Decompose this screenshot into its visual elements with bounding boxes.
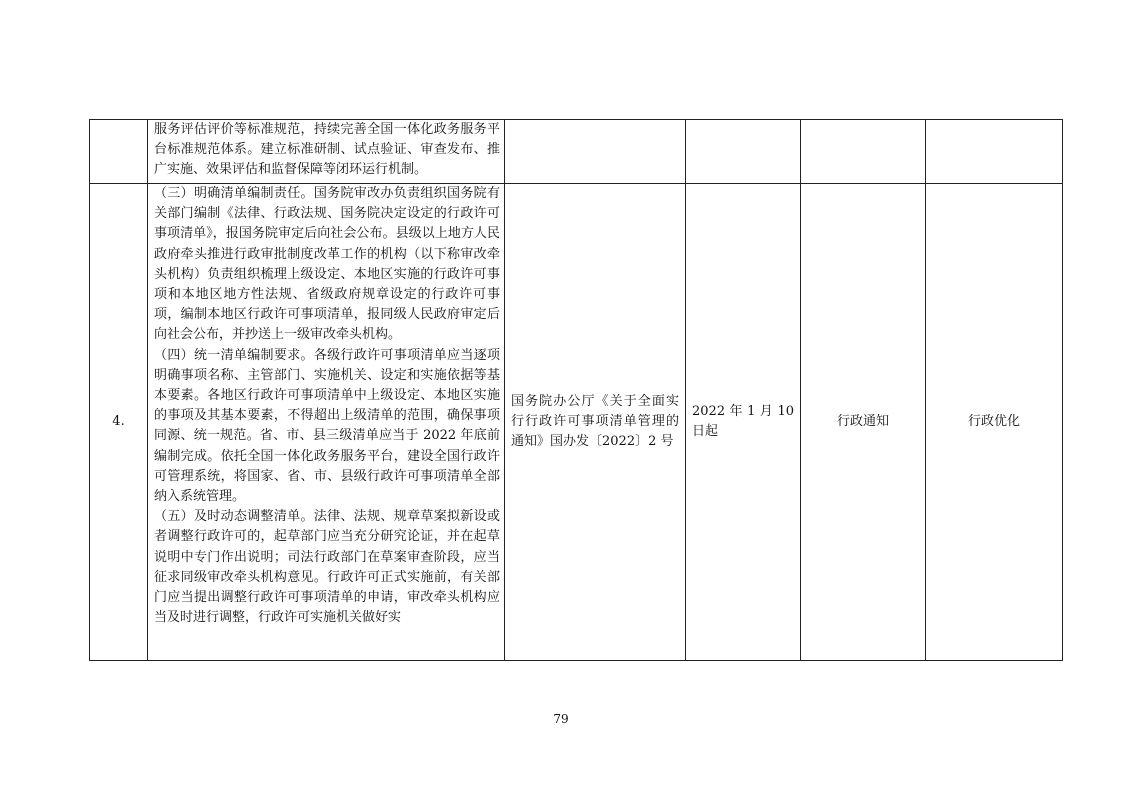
cell-category [926,120,1063,184]
content-paragraph: （五）及时动态调整清单。法律、法规、规章草案拟新设或者调整行政许可的，起草部门应当充分研究论证，并在起草说明中专门作出说明；司法行政部门在草案审查阶段，应当征求同级审改牵头机构意见。行政许可正式实施前，有关部门应当提出调整行政许可事项清单的申请，审改牵头机构应当及时进行调整，行政许可实施机关做好实 [154,509,500,626]
content-paragraph: （三）明确清单编制责任。国务院审改办负责组织国务院有关部门编制《法律、行政法规、国务院决定设定的行政许可事项清单》，报国务院审定后向社会公布。县级以上地方人民政府牵头推进行政审批制度改革工作的机构（以下称审改牵头机构）负责组织梳理上级设定、本地区实施的行政许可事项和本地区地方性法规、省级政府规章设定的行政许可事项，编制本地区行政许可事项清单，报同级人民政府审定后向社会公布，并抄送上一级审改牵头机构。 [154,186,500,343]
content-paragraph: （四）统一清单编制要求。各级行政许可事项清单应当逐项明确事项名称、主管部门、实施机关、设定和实施依据等基本要素。各地区行政许可事项清单中上级设定、本地区实施的事项及其基本要素，不得超出上级清单的范围，确保事项同源、统一规范。省、市、县三级清单应当于 2022 年底前编制完成。依托全国一体化政务服务平台，建设全国行政许可管理系统，将国家、省、市、县级行政许可事项清单全部纳入系统管理。 [154,347,500,505]
table-row-4 [90,184,1063,661]
cell-type [801,120,926,184]
cell-basis [505,120,686,184]
cell-category: 行政优化 [926,184,1063,661]
content-paragraph: 服务评估评价等标准规范，持续完善全国一体化政务服务平台标准规范体系。建立标准研制、试点验证、审查发布、推广实施、效果评估和监督保障等闭环运行机制。 [154,122,500,178]
table-row-continued [90,120,1063,184]
cell-date: 2022 年 1 月 10 日起 [686,184,801,661]
row-number: 4. [90,184,148,661]
cell-basis: 国务院办公厅《关于全面实行行政许可事项清单管理的通知》国办发〔2022〕2 号 [505,184,686,661]
page-number: 79 [553,712,569,726]
cell-content [148,184,505,661]
cell-content [148,120,505,184]
cell-number [90,120,148,184]
cell-type: 行政通知 [801,184,926,661]
policy-table [89,119,1063,661]
cell-date [686,120,801,184]
